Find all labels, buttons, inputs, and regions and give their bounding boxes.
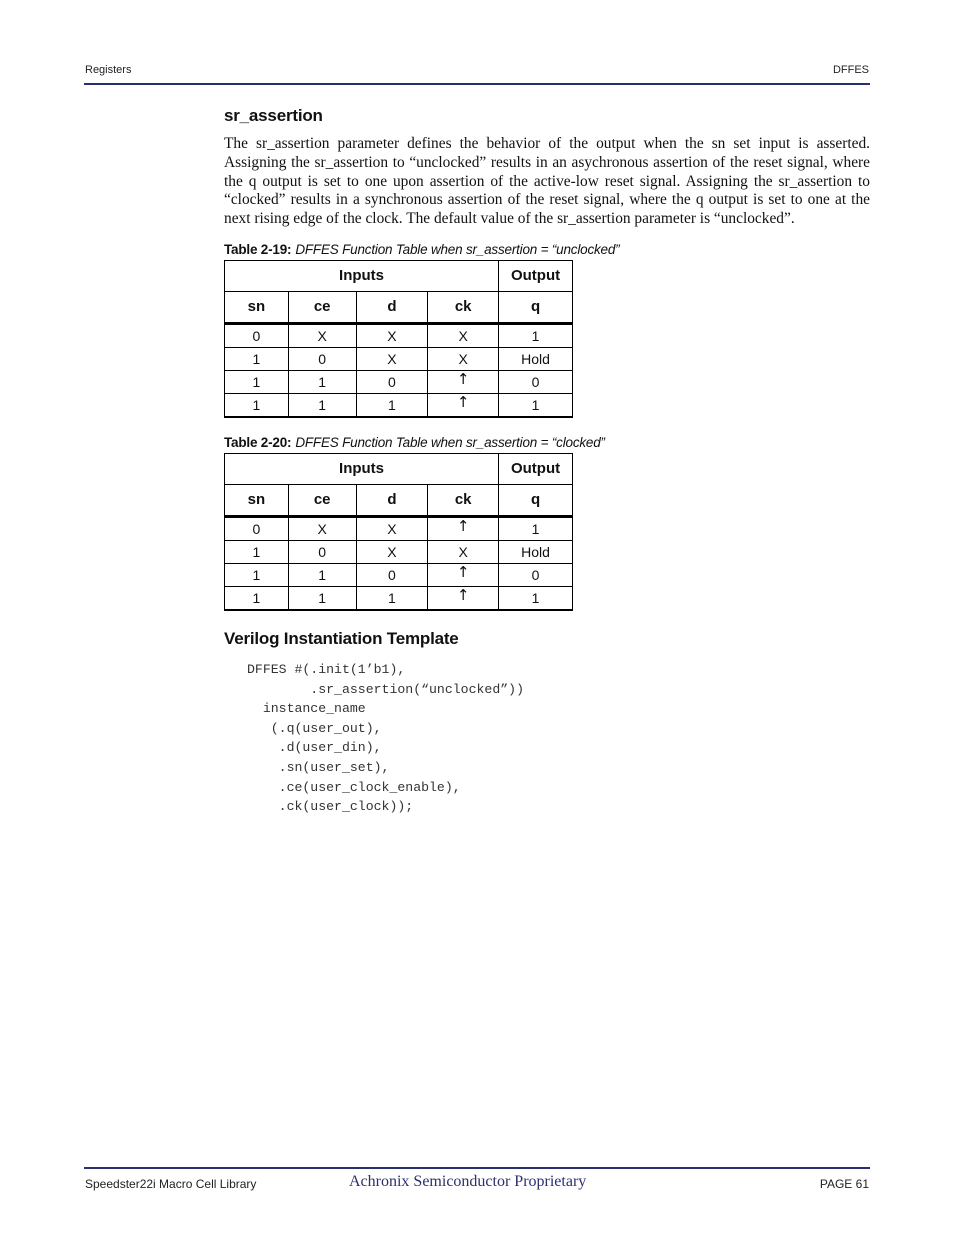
column-header-sn: sn (225, 484, 289, 516)
inputs-group-header: Inputs (225, 260, 499, 291)
table-cell: X (288, 323, 356, 347)
rising-edge-arrow-icon: ↑ (456, 562, 470, 581)
rising-edge-arrow-icon: ↑ (456, 369, 470, 388)
table-cell: 1 (288, 370, 356, 393)
column-header-q: q (499, 484, 573, 516)
footer-proprietary-notice: Achronix Semiconductor Proprietary (349, 1173, 587, 1190)
footer-page-number: PAGE 61 (819, 1177, 869, 1191)
table-cell: Hold (499, 347, 573, 370)
table-cell (428, 516, 499, 540)
table-cell: 1 (356, 393, 428, 417)
table-cell: X (356, 516, 428, 540)
table-group-header (225, 260, 573, 291)
table-cell: 1 (499, 393, 573, 417)
table-caption-number: Table 2-19: (224, 241, 292, 257)
table-cell (428, 370, 499, 393)
table-cell: 0 (356, 370, 428, 393)
column-header-q: q (499, 291, 573, 323)
table-cell: 1 (356, 586, 428, 610)
table-row (225, 393, 573, 417)
section-title: sr_assertion (224, 106, 323, 125)
table-row (225, 586, 573, 610)
table-cell: 1 (288, 563, 356, 586)
table-cell: 1 (225, 347, 289, 370)
header-rule (84, 83, 870, 85)
table-row (225, 563, 573, 586)
table-group-header (225, 453, 573, 484)
table-cell: 0 (499, 563, 573, 586)
table-caption (224, 242, 870, 257)
table-caption-description: DFFES Function Table when sr_assertion = “unclocked” (295, 241, 620, 257)
table-cell: 1 (225, 586, 289, 610)
table-cell: 1 (225, 393, 289, 417)
table-cell: X (356, 323, 428, 347)
table-cell: 0 (499, 370, 573, 393)
table-cell: 1 (499, 516, 573, 540)
table-cell: 1 (288, 586, 356, 610)
table-cell: 1 (225, 563, 289, 586)
table-cell: X (356, 540, 428, 563)
table-cell (428, 586, 499, 610)
column-header-d: d (356, 291, 428, 323)
table-cell: 1 (288, 393, 356, 417)
running-header-cell: DFFES (832, 64, 869, 76)
footer-rule (84, 1167, 870, 1169)
main-content (224, 106, 870, 817)
table-caption-description: DFFES Function Table when sr_assertion = “clocked” (295, 434, 605, 450)
table-cell: 0 (288, 540, 356, 563)
table-row (225, 370, 573, 393)
table-cell: X (428, 323, 499, 347)
table-row (225, 347, 573, 370)
table-row (225, 323, 573, 347)
table-cell (428, 393, 499, 417)
verilog-section-title: Verilog Instantiation Template (224, 628, 459, 648)
running-header-section: Registers (85, 64, 132, 76)
output-group-header: Output (499, 453, 573, 484)
table-cell: 0 (288, 347, 356, 370)
column-header-ck: ck (428, 291, 499, 323)
table-cell: 0 (225, 516, 289, 540)
output-group-header: Output (499, 260, 573, 291)
table-row (225, 540, 573, 563)
table-cell: X (356, 347, 428, 370)
column-header-ce: ce (288, 484, 356, 516)
rising-edge-arrow-icon: ↑ (456, 585, 470, 604)
column-header-d: d (356, 484, 428, 516)
rising-edge-arrow-icon: ↑ (456, 392, 470, 411)
column-header-ck: ck (428, 484, 499, 516)
section-paragraph: The sr_assertion parameter defines the behavior of the output when the sn set input is asserted. Assigning the sr_assertion to “unclocked” results in an asychronous assertion of the reset signal, where the q output is set to one upon assertion of the active-low reset signal. Assigning the sr_assertion to “clocked” results in a synchronous assertion of the reset signal, where the q output is set to one at the next rising edge of the clock. The default value of the sr_assertion parameter is “unclocked”. (224, 135, 870, 228)
table-column-header (225, 291, 573, 323)
inputs-group-header: Inputs (225, 453, 499, 484)
table-cell: X (428, 347, 499, 370)
table-cell: X (428, 540, 499, 563)
verilog-code-block: DFFES #(.init(1’b1), .sr_assertion(“unclocked”)) instance_name (.q(user_out), .d(user_din), .sn(user_set), .ce(user_clock_enable), .ck(user_clock)); (247, 661, 524, 815)
table-cell: 0 (225, 323, 289, 347)
rising-edge-arrow-icon: ↑ (456, 516, 470, 535)
table-caption-number: Table 2-20: (224, 434, 292, 450)
column-header-sn: sn (225, 291, 289, 323)
table-column-header (225, 484, 573, 516)
table-row (225, 516, 573, 540)
table-cell: 0 (356, 563, 428, 586)
table-cell: 1 (499, 323, 573, 347)
table-cell: Hold (499, 540, 573, 563)
column-header-ce: ce (288, 291, 356, 323)
table-cell: 1 (499, 586, 573, 610)
table-cell: 1 (225, 370, 289, 393)
table-caption (224, 435, 870, 450)
table-cell: 1 (225, 540, 289, 563)
table-cell (428, 563, 499, 586)
table-cell: X (288, 516, 356, 540)
function-table-clocked (224, 453, 573, 611)
footer-library-name: Speedster22i Macro Cell Library (85, 1177, 257, 1191)
function-table-unclocked (224, 260, 573, 418)
